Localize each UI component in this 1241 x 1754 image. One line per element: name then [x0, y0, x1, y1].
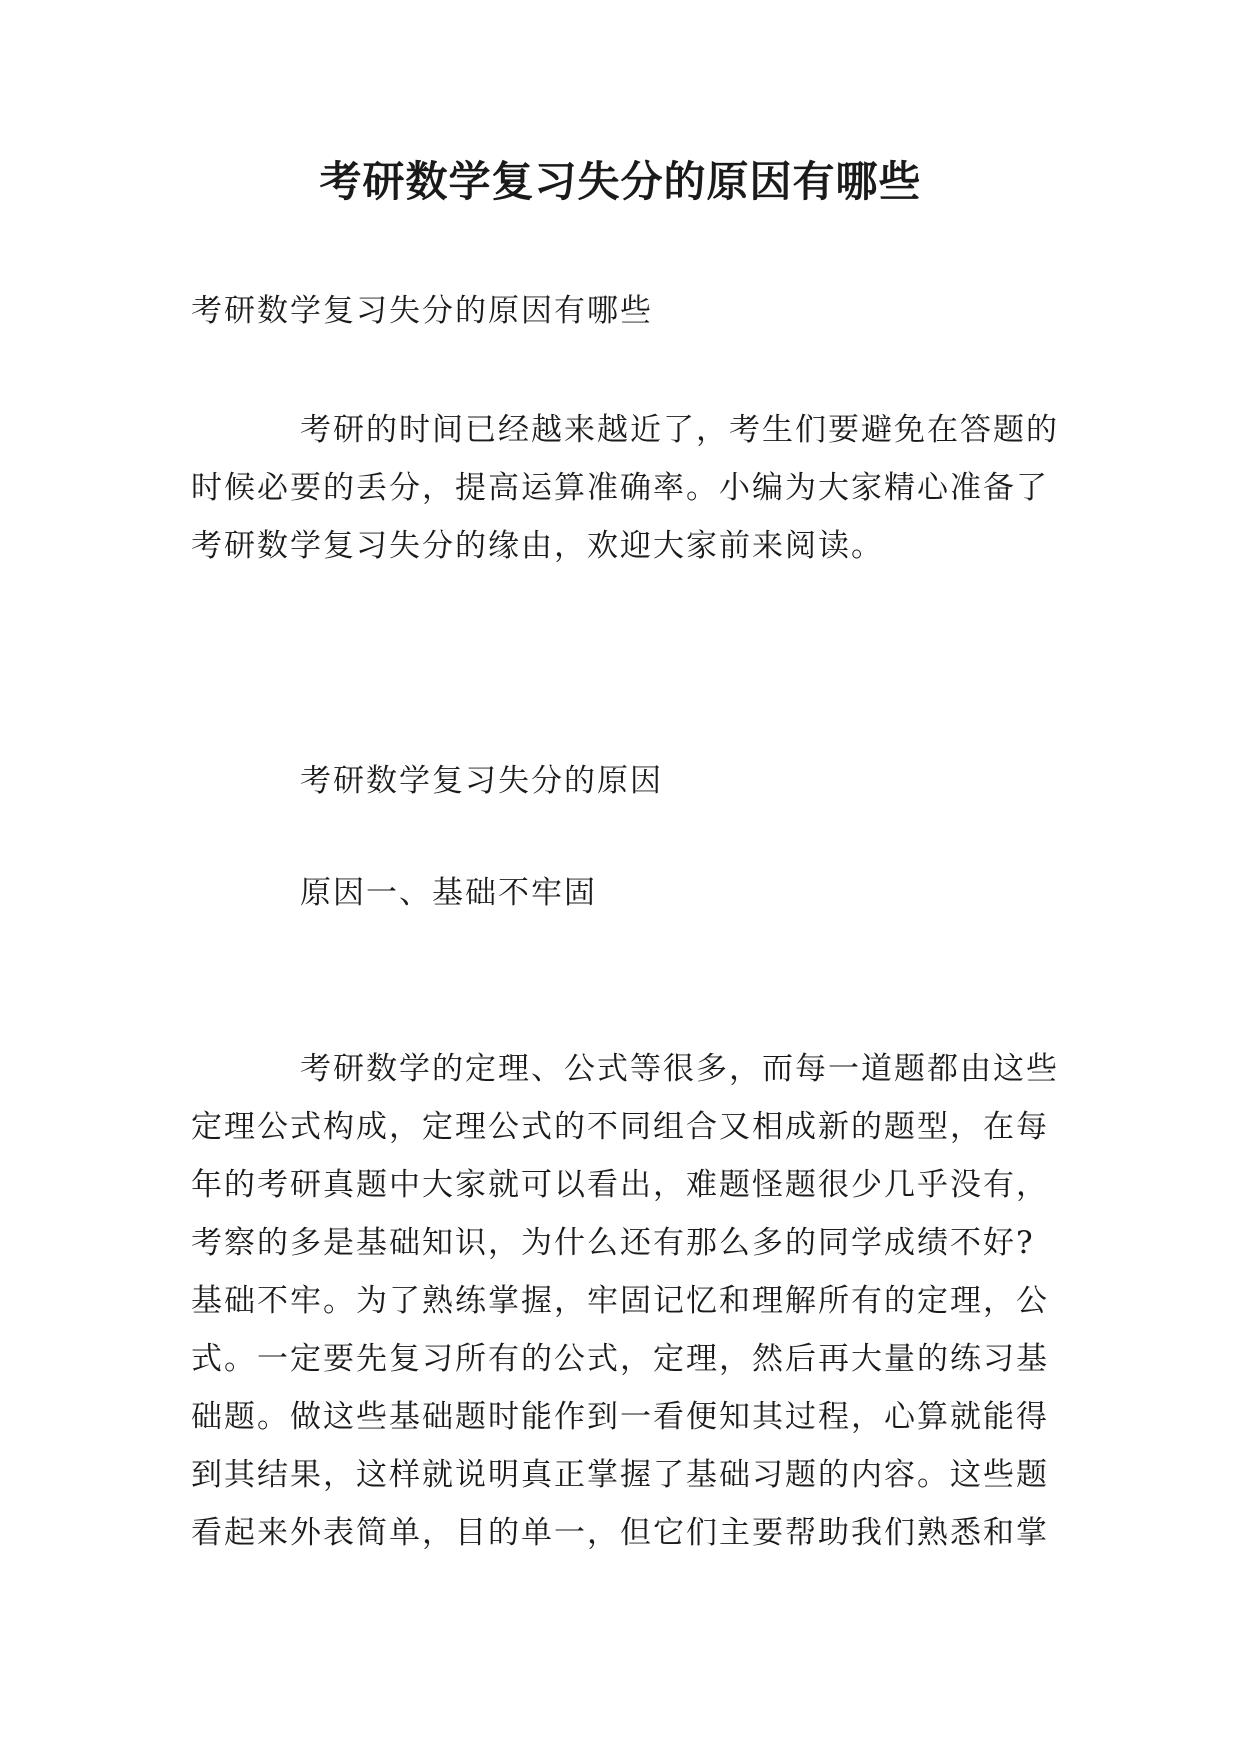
body-line: 到其结果，这样就说明真正掌握了基础习题的内容。这些题 [191, 1457, 1049, 1493]
body-line: 基础不牢。为了熟练掌握，牢固记忆和理解所有的定理，公 [191, 1283, 1049, 1319]
section-heading: 考研数学复习失分的原因 [300, 763, 663, 799]
document-subtitle: 考研数学复习失分的原因有哪些 [191, 293, 653, 329]
intro-line: 考研的时间已经越来越近了，考生们要避免在答题的 [300, 412, 1059, 448]
body-line: 看起来外表简单，目的单一，但它们主要帮助我们熟悉和掌 [191, 1515, 1049, 1551]
reason-one-heading: 原因一、基础不牢固 [300, 875, 597, 911]
intro-line: 时候必要的丢分，提高运算准确率。小编为大家精心准备了 [191, 470, 1049, 506]
body-line: 础题。做这些基础题时能作到一看便知其过程，心算就能得 [191, 1399, 1049, 1435]
body-line: 年的考研真题中大家就可以看出，难题怪题很少几乎没有， [191, 1167, 1049, 1203]
intro-line: 考研数学复习失分的缘由，欢迎大家前来阅读。 [191, 528, 884, 564]
body-line: 定理公式构成，定理公式的不同组合又相成新的题型，在每 [191, 1109, 1049, 1145]
document-title: 考研数学复习失分的原因有哪些 [319, 157, 922, 206]
body-line: 考察的多是基础知识，为什么还有那么多的同学成绩不好? [191, 1225, 1035, 1261]
body-line: 式。一定要先复习所有的公式，定理，然后再大量的练习基 [191, 1341, 1049, 1377]
body-line: 考研数学的定理、公式等很多，而每一道题都由这些 [300, 1051, 1059, 1087]
